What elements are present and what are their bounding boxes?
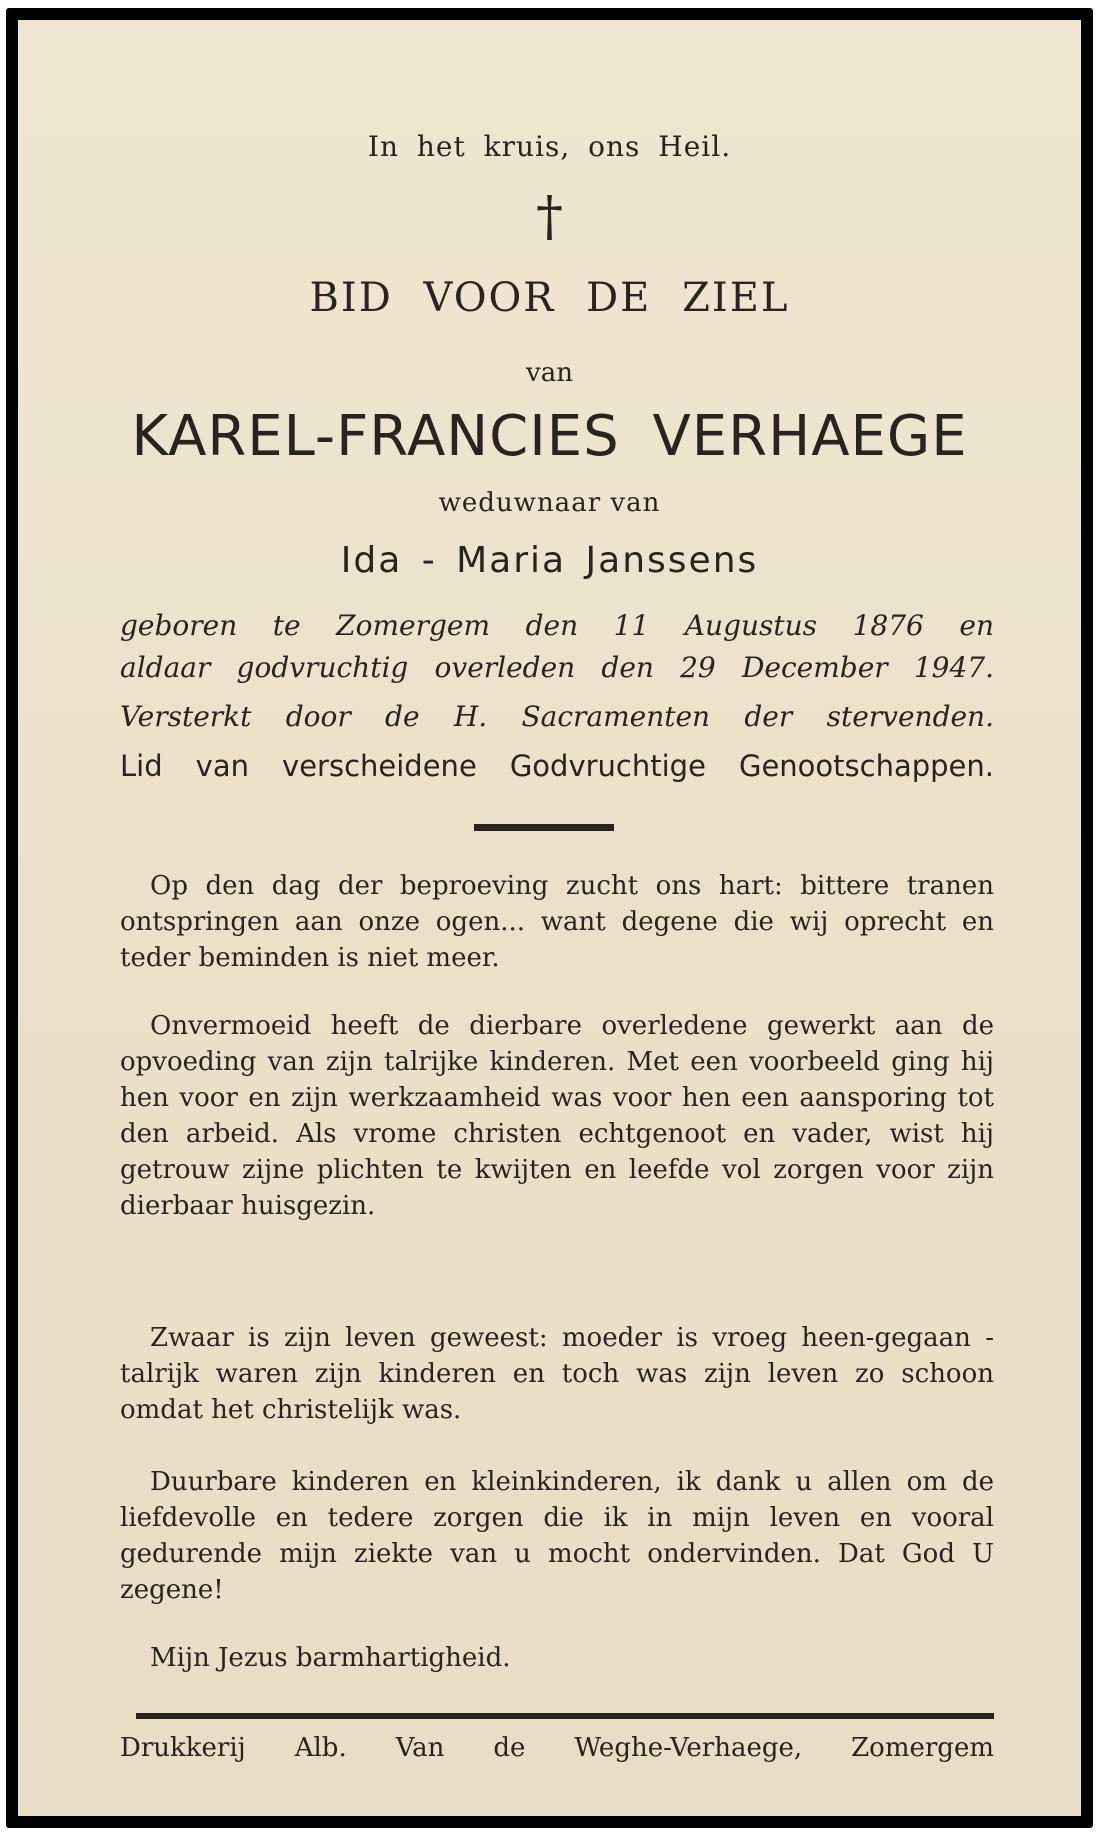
van-text: van xyxy=(526,358,573,388)
prayer-heading: BID VOOR DE ZIEL xyxy=(309,275,790,321)
short-divider xyxy=(474,824,614,831)
long-divider xyxy=(136,1713,994,1719)
spouse-name: Ida - Maria Janssens xyxy=(340,540,759,581)
birth-line-2: aldaar godvruchtig overleden den 29 December 1947. xyxy=(120,651,994,684)
cross-icon: † xyxy=(536,185,563,248)
memorial-card-paper xyxy=(18,20,1081,1816)
paragraph-3: Zwaar is zijn leven geweest: moeder is vroeg heen-gegaan - talrijk waren zijn kinderen en toch was zijn leven zo schoon omdat het christelijk was. xyxy=(120,1323,994,1425)
printer-credit: Drukkerij Alb. Van de Weghe-Verhaege, Zomergem xyxy=(120,1733,994,1763)
sacraments-line: Versterkt door de H. Sacramenten der stervenden. xyxy=(120,700,994,733)
closing-prayer: Mijn Jezus barmhartigheid. xyxy=(150,1643,511,1673)
paragraph-2: Onvermoeid heeft de dierbare overledene gewerkt aan de opvoeding van zijn talrijke kinderen. Met een voorbeeld ging hij hen voor en zijn werkzaamheid was voor hen een aansporing tot den arbeid. Als vrome christen echtgenoot en vader, wist hij getrouw zijne plichten te kwijten en leefde vol zorgen voor zijn dierbaar huisgezin. xyxy=(120,1011,994,1221)
birth-line-1: geboren te Zomergem den 11 Augustus 1876 en xyxy=(120,609,994,642)
paragraph-4: Duurbare kinderen en kleinkinderen, ik dank u allen om de liefdevolle en tedere zorgen die ik in mijn leven en vooral gedurende mijn ziekte van u mocht ondervinden. Dat God U zegene! xyxy=(120,1467,994,1605)
deceased-name: KAREL-FRANCIES VERHAEGE xyxy=(131,404,968,469)
membership-line: Lid van verscheidene Godvruchtige Genootschappen. xyxy=(120,749,994,783)
paragraph-1: Op den dag der beproeving zucht ons hart: bittere tranen ontspringen aan onze ogen... want degene die wij oprecht en teder beminden is niet meer. xyxy=(120,871,994,973)
widower-of-text: weduwnaar van xyxy=(438,488,661,518)
memorial-card-border xyxy=(6,8,1093,1828)
motto: In het kruis, ons Heil. xyxy=(367,130,732,163)
